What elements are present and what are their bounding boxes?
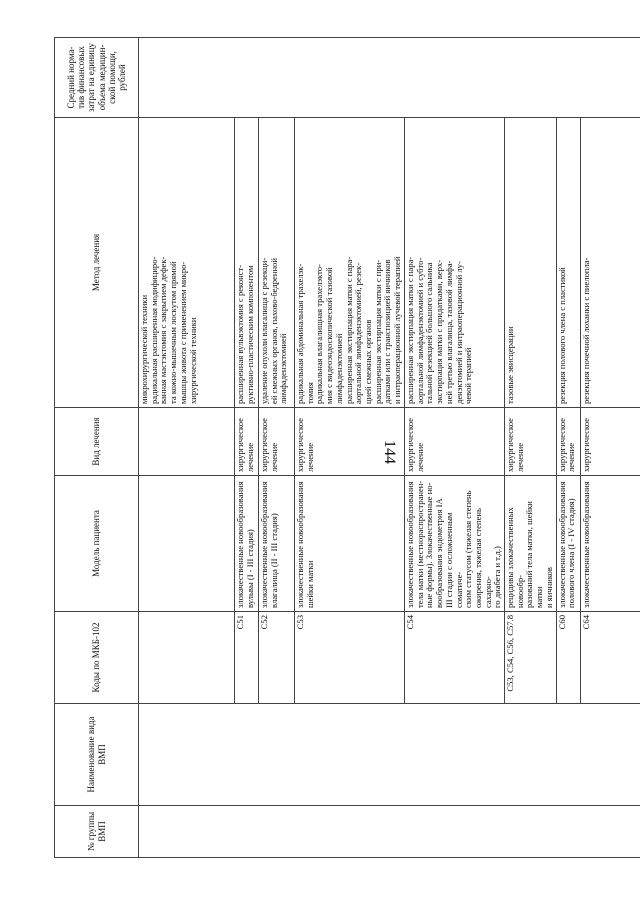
kind-line: лечение xyxy=(566,442,577,472)
kind-line: хирургическое xyxy=(259,418,269,472)
icd-code-cell: C53 xyxy=(295,612,405,704)
model-line: злокачественные новообразования xyxy=(580,481,591,608)
method-line: радикальная влагалищная трахелэкто- xyxy=(314,264,325,404)
treatment-kind-cell xyxy=(235,408,259,476)
treatment-method-cell xyxy=(580,118,640,408)
kind-line: лечение xyxy=(514,442,525,472)
icd-code-cell xyxy=(139,612,235,704)
kind-line: хирургическое xyxy=(295,418,305,472)
method-line: расширенная вульвэктомия с реконст- xyxy=(235,264,245,404)
rotated-table-page xyxy=(54,38,634,858)
method-line: руктивно-пластическим компонентом xyxy=(244,265,255,404)
model-line: злокачественные новообразования xyxy=(295,481,305,608)
method-line: удаление опухоли влагалища с резекци- xyxy=(259,257,269,404)
method-line: лимфаденэктомией xyxy=(333,333,344,404)
model-line: ским статусом (тяжелая степень xyxy=(463,490,474,608)
kind-line: хирургическое xyxy=(235,418,245,472)
treatment-kind-cell xyxy=(505,408,557,476)
treatment-method-cell xyxy=(505,118,557,408)
model-line: и яичников xyxy=(543,567,554,608)
method-line: денэктомией и интраоперационной лу- xyxy=(453,261,464,404)
header-patient-model: Модель пациента xyxy=(55,476,139,612)
model-line: злокачественные новообразования xyxy=(259,481,269,608)
method-line: аортальной лимфаденэктомией и субто- xyxy=(414,257,425,404)
kind-line: хирургическое xyxy=(556,418,567,472)
icd-code-cell: C53, C54, C56, C57.8 xyxy=(505,612,557,704)
header-treatment-method: Метод лечения xyxy=(55,118,139,408)
header-icd-codes: Коды по МКБ-102 xyxy=(55,612,139,704)
kind-line: лечение xyxy=(244,442,255,472)
patient-model-cell xyxy=(235,476,259,612)
icd-code-cell: C52 xyxy=(259,612,295,704)
treatment-kind-cell xyxy=(556,408,580,476)
treatment-method-cell xyxy=(556,118,580,408)
header-average-cost: Средний норма-тив финансовых затрат на единицу объема медицин-ской помощи, рублей xyxy=(55,38,139,118)
header-vmp-name: Наименование вида ВМП xyxy=(55,704,139,806)
model-line: полового члена (I - IV стадия) xyxy=(566,498,577,608)
method-line: расширенная экстирпация матки с пара- xyxy=(405,256,415,404)
method-line: резекция полового члена с пластикой xyxy=(556,267,567,404)
treatment-method-cell xyxy=(295,118,405,408)
method-line: микрохирургической техники xyxy=(139,294,149,404)
table-body-row xyxy=(139,38,235,858)
method-line: хирургической техники xyxy=(187,317,198,404)
method-line: мия с видеоэндоскопической тазовой xyxy=(324,267,335,404)
group-number-cell xyxy=(139,806,640,858)
method-line: и интраоперационной лучевой терапией xyxy=(392,256,403,404)
kind-line: лечение xyxy=(414,442,425,472)
kind-line: хирургическое xyxy=(580,418,591,472)
patient-model-cell xyxy=(580,476,640,612)
icd-code-cell: C51 xyxy=(235,612,259,704)
kind-line: хирургическое xyxy=(505,418,516,472)
average-cost-cell xyxy=(139,38,640,118)
model-line: рецидивы злокачественных новообр- xyxy=(505,507,525,608)
icd-code-cell: C60 xyxy=(556,612,580,704)
method-line: резекция почечной лоханки с пиелопла- xyxy=(580,257,591,404)
treatment-kind-cell xyxy=(295,408,405,476)
model-line: разований тела матки, шейки матки xyxy=(524,501,545,608)
icd-code-cell: C64 xyxy=(580,612,640,704)
treatment-kind-cell xyxy=(259,408,295,476)
treatment-method-cell xyxy=(405,118,505,408)
method-line: радикальная абдоминальная трахелэк- xyxy=(295,263,305,404)
model-line: злокачественные новообразования xyxy=(556,481,567,608)
method-line: экстирпация матки с придатками, верх- xyxy=(434,259,445,404)
method-line: ванная мастэктомия с закрытием дефек- xyxy=(158,256,169,404)
page-number: 144 xyxy=(381,440,398,464)
model-line: III стадии с осложненным соматиче- xyxy=(443,512,464,608)
treatment-method-cell xyxy=(259,118,295,408)
treatment-kind-cell xyxy=(580,408,640,476)
model-line: злокачественные новообразования xyxy=(235,481,245,608)
method-line: мышцы живота с применением микро- xyxy=(177,261,188,404)
treatment-method-cell xyxy=(235,118,259,408)
kind-line: хирургическое xyxy=(405,418,415,472)
icd-code-cell: C54 xyxy=(405,612,505,704)
patient-model-cell xyxy=(505,476,557,612)
method-line: тальной резекцией большого сальника xyxy=(424,262,435,404)
method-line: та кожно-мышечным лоскутом прямой xyxy=(168,261,179,404)
model-line: тела матки (местнораспространен- xyxy=(414,480,425,608)
patient-model-cell xyxy=(139,476,235,612)
table-body xyxy=(139,38,640,858)
method-line: тазовые эвисцерации xyxy=(505,326,516,404)
header-treatment-kind: Вид лечения xyxy=(55,408,139,476)
patient-model-cell xyxy=(405,476,505,612)
method-line: аортальной лимфаденэктомией, резек- xyxy=(353,262,364,404)
method-line: радикальная расширенная модифициро- xyxy=(148,256,159,404)
treatment-kind-cell xyxy=(405,408,505,476)
model-line: шейки матки xyxy=(304,560,315,608)
patient-model-cell xyxy=(259,476,295,612)
header-group-number: № группы ВМП xyxy=(55,806,139,858)
method-line: ей смежных органов, пахово-бедренной xyxy=(268,258,279,404)
vmp-table xyxy=(54,37,640,858)
method-line: цией смежных органов xyxy=(362,319,373,404)
model-line: злокачественные новообразования xyxy=(405,481,415,608)
vmp-name-cell xyxy=(139,704,640,806)
model-line: вульвы (I - III стадия) xyxy=(244,529,255,608)
method-line: ней третью влагалища, тазовой лимфа- xyxy=(443,260,454,404)
treatment-kind-cell xyxy=(139,408,235,476)
method-line: расширенная экстирпация матки с при- xyxy=(372,259,383,404)
patient-model-cell xyxy=(556,476,580,612)
method-line: чевой терапией xyxy=(463,347,474,404)
method-line: датками или с транспозицией яичников xyxy=(382,259,393,404)
method-line: лимфаденэктомией xyxy=(278,333,289,404)
treatment-method-cell xyxy=(139,118,235,408)
model-line: ожирения, тяжелая степень сахарно- xyxy=(472,508,493,608)
kind-line: лечение xyxy=(304,442,315,472)
method-line: расширенная экстирпация матки с пара- xyxy=(343,256,354,404)
model-line: вообразования эндометрия IA xyxy=(434,498,445,608)
table-header-row xyxy=(55,38,139,858)
method-line: томия xyxy=(304,382,315,404)
patient-model-cell xyxy=(295,476,405,612)
model-line: го диабета и т.д.) xyxy=(492,546,503,608)
model-line: влагалища (II - III стадия) xyxy=(268,513,279,608)
kind-line: лечение xyxy=(268,442,279,472)
model-line: ные формы). Злокачественные но- xyxy=(424,482,435,608)
